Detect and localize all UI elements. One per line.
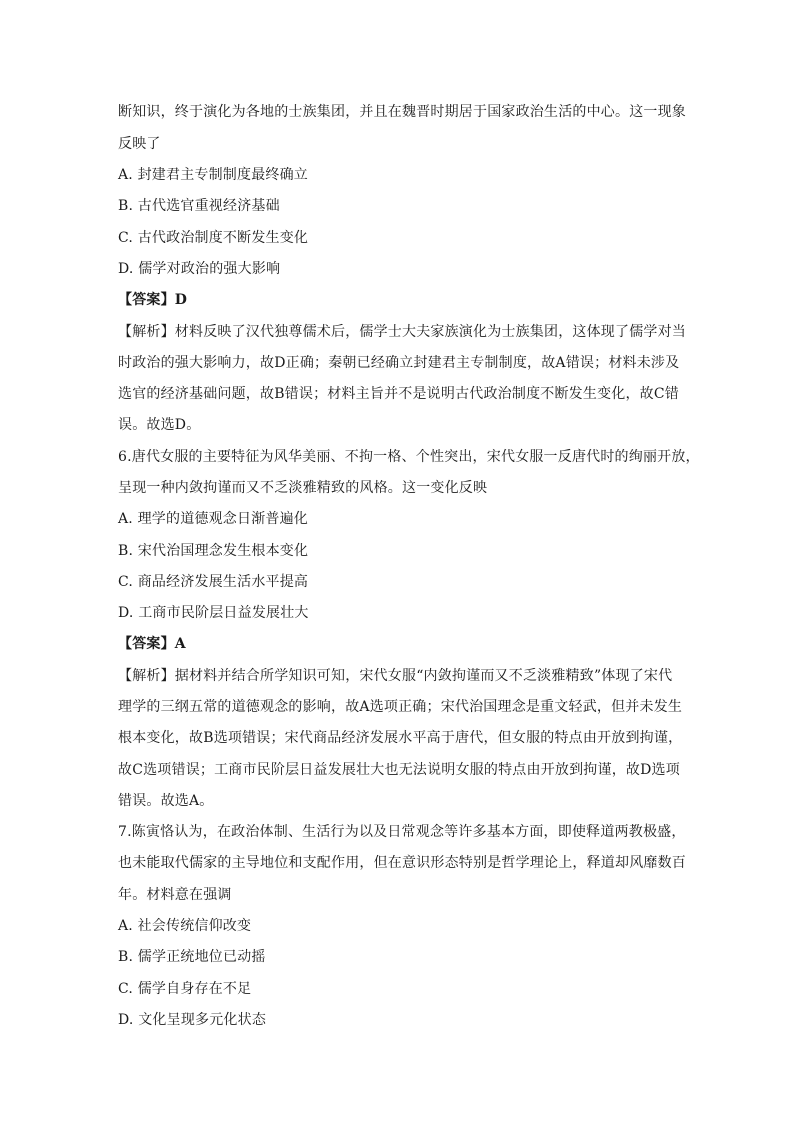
option-line: C. 商品经济发展生活水平提高 (118, 574, 309, 590)
question-line: 7.陈寅恪认为，在政治体制、生活行为以及日常观念等许多基本方面，即使释道两教极盛， (118, 824, 686, 840)
analysis-line: 【解析】材料反映了汉代独尊儒术后，儒学士大夫家族演化为士族集团，这体现了儒学对当 (118, 324, 686, 340)
option-line: B. 儒学正统地位已动摇 (118, 949, 266, 965)
analysis-line: 误。故选D。 (118, 417, 201, 433)
option-line: D. 文化呈现多元化状态 (118, 1012, 267, 1028)
question-line: 6.唐代女服的主要特征为风华美丽、不拘一格、个性突出，宋代女服一反唐代时的绚丽开放， (118, 449, 700, 465)
answer-line: 【答案】A (118, 636, 186, 652)
question-line: 年。材料意在强调 (118, 887, 232, 903)
option-line: A. 社会传统信仰改变 (118, 918, 252, 934)
text-line: 反映了 (118, 136, 161, 152)
analysis-line: 【解析】据材料并结合所学知识可知，宋代女服“内敛拘谨而又不乏淡雅精致”体现了宋代 (118, 668, 673, 684)
option-line: D. 工商市民阶层日益发展壮大 (118, 605, 309, 621)
option-line: B. 古代选官重视经济基础 (118, 198, 280, 214)
option-line: B. 宋代治国理念发生根本变化 (118, 543, 309, 559)
option-line: C. 古代政治制度不断发生变化 (118, 230, 309, 246)
analysis-line: 时政治的强大影响力，故D正确；秦朝已经确立封建君主专制制度，故A错误；材料未涉及 (118, 355, 680, 371)
text-line: 断知识，终于演化为各地的士族集团，并且在魏晋时期居于国家政治生活的中心。这一现象 (118, 104, 686, 120)
answer-line: 【答案】D (118, 292, 188, 308)
option-line: D. 儒学对政治的强大影响 (118, 261, 281, 277)
analysis-line: 选官的经济基础问题，故B错误；材料主旨并不是说明古代政治制度不断发生变化，故C错 (118, 386, 679, 402)
question-line: 呈现一种内敛拘谨而又不乏淡雅精致的风格。这一变化反映 (118, 480, 488, 496)
analysis-line: 错误。故选A。 (118, 793, 214, 809)
option-line: C. 儒学自身存在不足 (118, 981, 252, 997)
analysis-line: 故C选项错误；工商市民阶层日益发展壮大也无法说明女服的特点由开放到拘谨，故D选项 (118, 762, 680, 778)
analysis-line: 理学的三纲五常的道德观念的影响，故A选项正确；宋代治国理念是重文轻武，但并未发生 (118, 699, 683, 715)
analysis-line: 根本变化，故B选项错误；宋代商品经济发展水平高于唐代，但女服的特点由开放到拘谨， (118, 730, 683, 746)
question-line: 也未能取代儒家的主导地位和支配作用，但在意识形态特别是哲学理论上，释道却风靡数百 (118, 855, 686, 871)
option-line: A. 封建君主专制制度最终确立 (118, 167, 309, 183)
option-line: A. 理学的道德观念日渐普遍化 (118, 511, 309, 527)
